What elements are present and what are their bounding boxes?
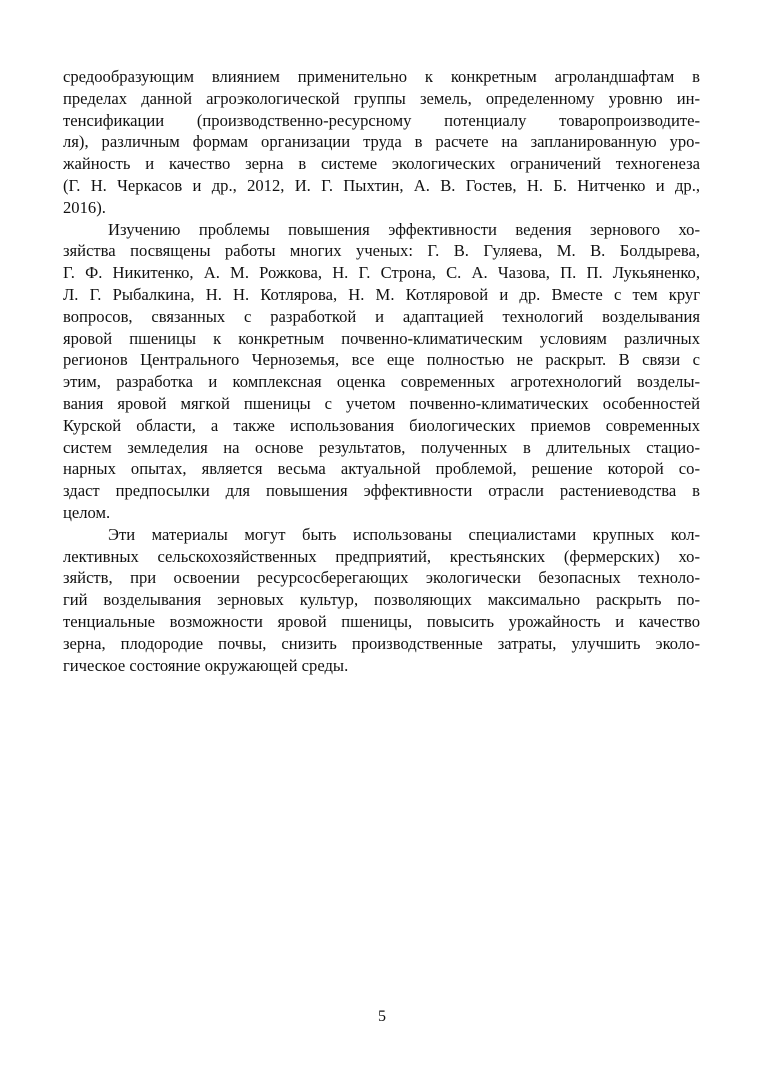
text-line: средообразующим влиянием применительно к конкретным агроландшафтам в xyxy=(63,67,700,86)
text-line: тенциальные возможности яровой пшеницы, повысить урожайность и качество xyxy=(63,611,700,631)
text-line: (Г. Н. Черкасов и др., 2012, И. Г. Пыхтин, А. В. Гостев, Н. Б. Нитченко и др., xyxy=(63,175,700,195)
text-line: здаст предпосылки для повышения эффективности отрасли растениеводства в xyxy=(63,481,700,501)
text-line: этим, разработка и комплексная оценка современных агротехнологий возделы- xyxy=(63,372,700,392)
text-line: гий возделывания зерновых культур, позволяющих максимально раскрыть по- xyxy=(63,590,700,610)
page-number: 5 xyxy=(378,1008,386,1025)
paragraph xyxy=(63,524,700,677)
document-body xyxy=(63,66,700,676)
text-line: Изучению проблемы повышения эффективности ведения зернового хо- xyxy=(108,219,700,239)
paragraph xyxy=(63,66,700,219)
text-line: нарных опытах, является весьма актуальной проблемой, решение которой со- xyxy=(63,459,700,479)
text-line: систем земледелия на основе результатов, полученных в длительных стацио- xyxy=(63,437,700,457)
text-line: Курской области, а также использования биологических приемов современных xyxy=(63,415,700,435)
text-line: яровой пшеницы к конкретным почвенно-климатическим условиям различных xyxy=(63,328,700,348)
text-line: целом. xyxy=(63,502,111,522)
text-line: зерна, плодородие почвы, снизить производственные затраты, улучшить эколо- xyxy=(63,633,700,653)
paragraph xyxy=(63,219,700,524)
text-line: зяйства посвящены работы многих ученых: Г. В. Гуляева, М. В. Болдырева, xyxy=(63,241,700,261)
text-line: гическое состояние окружающей среды. xyxy=(63,655,349,675)
text-line: лективных сельскохозяйственных предприятий, крестьянских (фермерских) хо- xyxy=(63,546,700,566)
text-line: зяйств, при освоении ресурсосберегающих экологически безопасных техноло- xyxy=(63,568,700,588)
text-line: пределах данной агроэкологической группы земель, определенному уровню ин- xyxy=(63,88,700,108)
text-line: жайность и качество зерна в системе экологических ограничений техногенеза xyxy=(63,154,700,174)
text-line: Л. Г. Рыбалкина, Н. Н. Котлярова, Н. М. Котляровой и др. Вместе с тем круг xyxy=(63,284,700,304)
text-line: 2016). xyxy=(63,197,106,217)
text-line: Эти материалы могут быть использованы специалистами крупных кол- xyxy=(108,524,700,544)
text-line: ля), различным формам организации труда в расчете на запланированную уро- xyxy=(63,132,700,152)
text-line: регионов Центрального Черноземья, все еще полностью не раскрыт. В связи с xyxy=(63,350,700,370)
text-line: тенсификации (производственно-ресурсному потенциалу товаропроизводите- xyxy=(63,110,700,130)
text-line: вания яровой мягкой пшеницы с учетом почвенно-климатических особенностей xyxy=(63,393,700,413)
text-line: Г. Ф. Никитенко, А. М. Рожкова, Н. Г. Строна, С. А. Чазова, П. П. Лукьяненко, xyxy=(63,263,700,283)
text-line: вопросов, связанных с разработкой и адаптацией технологий возделывания xyxy=(63,306,700,326)
